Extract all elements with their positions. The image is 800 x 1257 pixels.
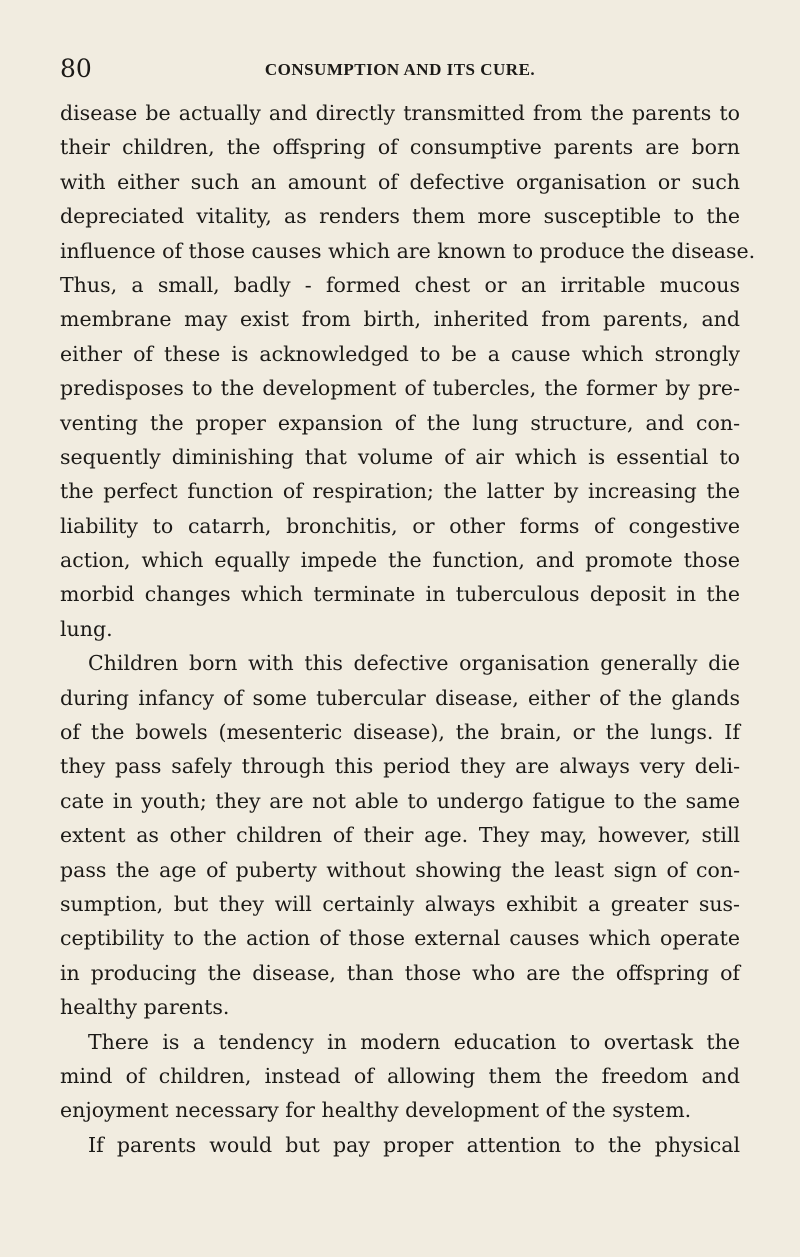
text-line: extent as other children of their age. They may, however, still	[60, 823, 740, 848]
text-line: action, which equally impede the function, and promote those	[60, 548, 740, 573]
text-line: Thus, a small, badly - formed chest or an irritable mucous	[60, 272, 740, 297]
page-number: 80	[60, 54, 92, 83]
text-line: morbid changes which terminate in tuberculous deposit in the	[60, 582, 740, 607]
running-head	[60, 52, 740, 86]
text-line: with either such an amount of defective organisation or such	[60, 169, 740, 194]
text-line: healthy parents.	[60, 995, 230, 1020]
text-line: depreciated vitality, as renders them more susceptible to the	[60, 204, 740, 229]
running-title: CONSUMPTION AND ITS CURE.	[264, 60, 536, 79]
text-line: enjoyment necessary for healthy development of the system.	[60, 1098, 692, 1123]
text-line: disease be actually and directly transmitted from the parents to	[60, 101, 740, 125]
text-line: mind of children, instead of allowing them the freedom and	[60, 1063, 740, 1088]
text-line: sequently diminishing that volume of air which is essential to	[60, 444, 740, 469]
text-line: of the bowels (mesenteric disease), the brain, or the lungs. If	[60, 720, 740, 745]
text-line: Children born with this defective organisation generally die	[88, 651, 740, 676]
text-line: There is a tendency in modern education to overtask the	[88, 1029, 740, 1054]
text-line: in producing the disease, than those who are the offspring of	[60, 960, 740, 985]
text-line: predisposes to the development of tubercles, the former by pre-	[60, 376, 740, 401]
text-line: liability to catarrh, bronchitis, or other forms of congestive	[60, 513, 740, 538]
text-line: during infancy of some tubercular disease, either of the glands	[60, 685, 740, 710]
text-line: If parents would but pay proper attention to the physical	[88, 1132, 740, 1157]
text-line: lung.	[60, 616, 113, 641]
text-line: ceptibility to the action of those external causes which operate	[60, 926, 740, 951]
text-line: sumption, but they will certainly always exhibit a greater sus-	[60, 891, 740, 916]
text-line: influence of those causes which are known to produce the disease.	[60, 238, 756, 263]
body-text	[60, 96, 756, 1162]
text-line: they pass safely through this period they are always very deli-	[60, 754, 740, 779]
text-line: membrane may exist from birth, inherited from parents, and	[60, 307, 740, 332]
text-line: either of these is acknowledged to be a cause which strongly	[60, 341, 740, 366]
text-line: cate in youth; they are not able to undergo fatigue to the same	[60, 788, 740, 813]
text-line: venting the proper expansion of the lung structure, and con-	[60, 410, 740, 435]
text-line: the perfect function of respiration; the latter by increasing the	[60, 479, 740, 504]
text-line: pass the age of puberty without showing the least sign of con-	[60, 857, 740, 882]
text-line: their children, the offspring of consumptive parents are born	[60, 135, 740, 160]
